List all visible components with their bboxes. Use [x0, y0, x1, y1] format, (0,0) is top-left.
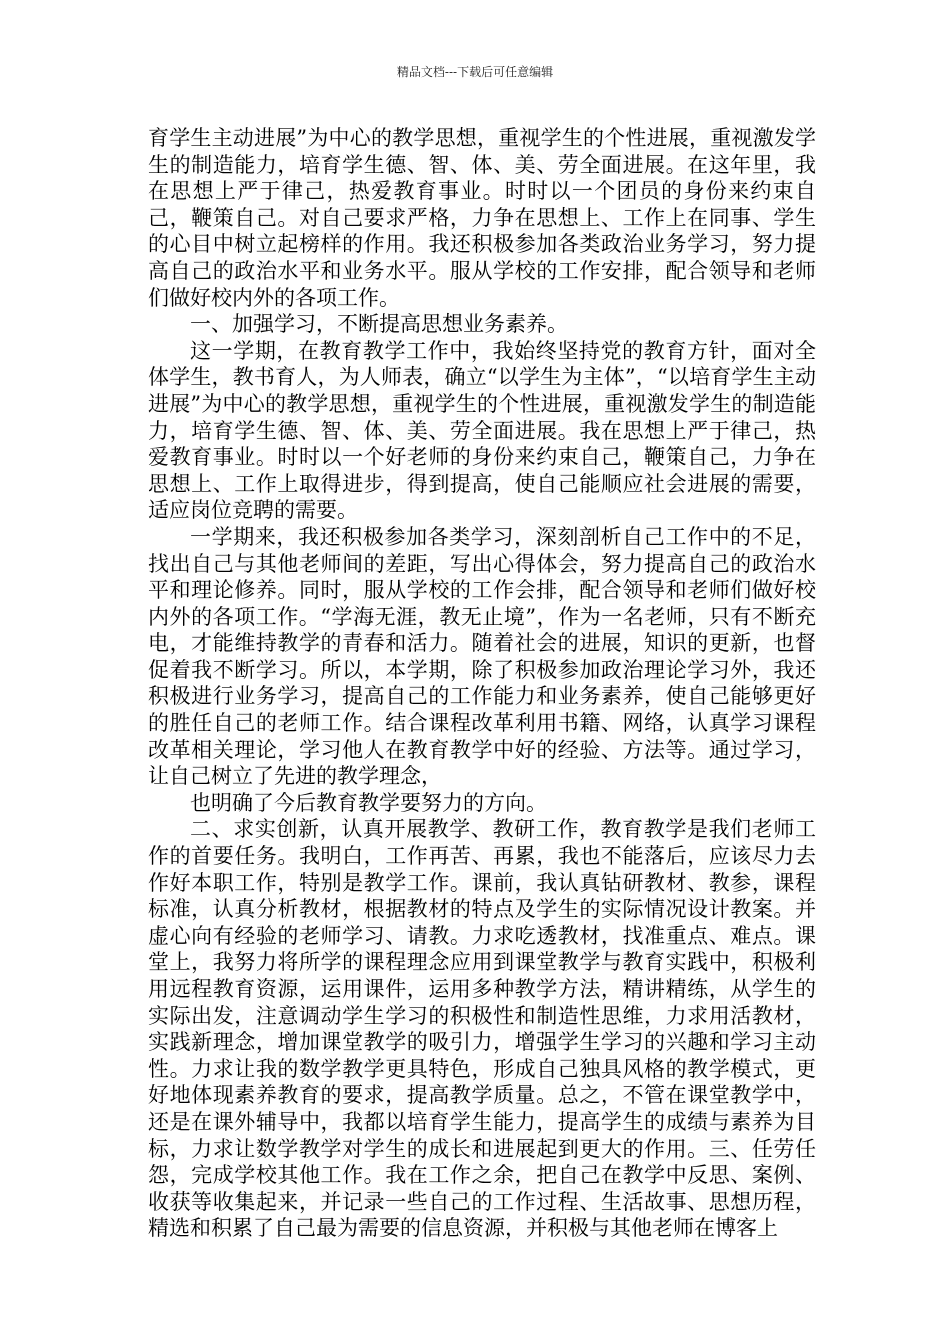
paragraph-5: 也明确了今后教育教学要努力的方向。	[190, 790, 547, 815]
paragraph-1: 育学生主动进展”为中心的教学思想，重视学生的个性进展，重视激发学生的制造能力，培育学生德、智、体、美、劳全面进展。在这年里，我在思想上严于律己，热爱教育事业。时时以一个团员的身份来约束自己，鞭策自己。对自己要求严格，力争在思想上、工作上在同事、学生的心目中树立起榜样的作用。我还积极参加各类政治业务学习，努力提高自己的政治水平和业务水平。服从学校的工作安排，配合领导和老师们做好校内外的各项工作。	[148, 126, 816, 310]
page-header: 精品文档---下载后可任意编辑	[396, 65, 554, 79]
document-body	[148, 125, 816, 1242]
paragraph-2-section-heading: 一、加强学习，不断提高思想业务素养。	[190, 312, 568, 337]
paragraph-3: 这一学期，在教育教学工作中，我始终坚持党的教育方针，面对全体学生，教书育人，为人师表，确立“以学生为主体”，“以培育学生主动进展”为中心的教学思想，重视学生的个性进展，重视激发学生的制造能力，培育学生德、智、体、美、劳全面进展。我在思想上严于律己，热爱教育事业。时时以一个好老师的身份来约束自己，鞭策自己，力争在思想上、工作上取得进步，得到提高，使自己能顺应社会进展的需要，适应岗位竞聘的需要。	[148, 338, 816, 523]
paragraph-6: 二、求实创新，认真开展教学、教研工作，教育教学是我们老师工作的首要任务。我明白，工作再苦、再累，我也不能落后，应该尽力去作好本职工作，特别是教学工作。课前，我认真钻研教材、教参，课程标准，认真分析教材，根据教材的特点及学生的实际情况设计教案。并虚心向有经验的老师学习、请教。力求吃透教材，找准重点、难点。课堂上，我努力将所学的课程理念应用到课堂教学与教育实践中，积极利用远程教育资源，运用课件，运用多种教学方法，精讲精练，从学生的实际出发，注意调动学生学习的积极性和制造性思维，力求用活教材，实践新理念，增加课堂教学的吸引力，增强学生学习的兴趣和学习主动性。力求让我的数学教学更具特色，形成自己独具风格的教学模式，更好地体现素养教育的要求，提高教学质量。总之，不管在课堂教学中，还是在课外辅导中，我都以培育学生能力，提高学生的成绩与素养为目标，力求让数学教学对学生的成长和进展起到更大的作用。三、任劳任怨，完成学校其他工作。我在工作之余，把自己在教学中反思、案例、收获等收集起来，并记录一些自己的工作过程、生活故事、思想历程，精选和积累了自己最为需要的信息资源，并积极与其他老师在博客上	[148, 817, 816, 1241]
paragraph-4: 一学期来，我还积极参加各类学习，深刻剖析自己工作中的不足，找出自己与其他老师间的差距，写出心得体会，努力提高自己的政治水平和理论修养。同时，服从学校的工作会排，配合领导和老师们做好校内外的各项工作。“学海无涯，教无止境”，作为一名老师，只有不断充电，才能维持教学的青春和活力。随着社会的进展，知识的更新，也督促着我不断学习。所以，本学期，除了积极参加政治理论学习外，我还积极进行业务学习，提高自己的工作能力和业务素养，使自己能够更好的胜任自己的老师工作。结合课程改革利用书籍、网络，认真学习课程改革相关理论，学习他人在教育教学中好的经验、方法等。通过学习，让自己树立了先进的教学理念，	[148, 524, 816, 789]
